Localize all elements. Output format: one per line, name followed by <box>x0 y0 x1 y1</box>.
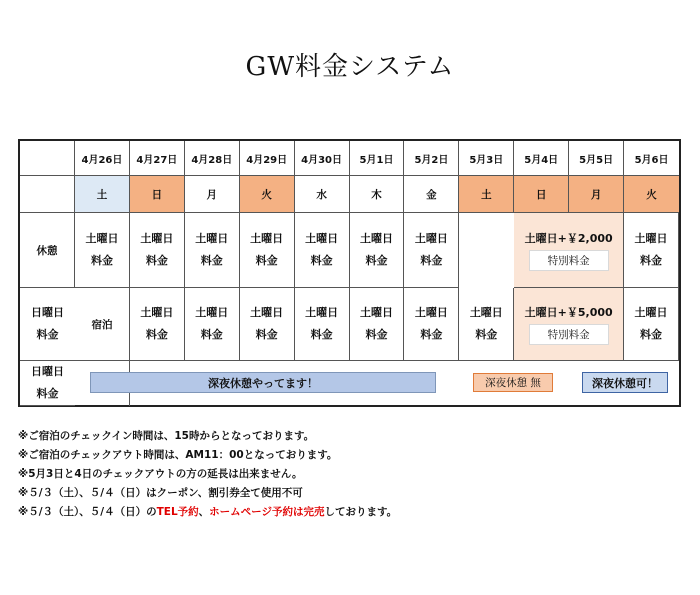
rate-cell: 土曜日 料金 <box>130 213 185 288</box>
date-cell: 4月29日 <box>240 141 295 176</box>
notes <box>18 427 397 522</box>
corner-cell <box>20 141 75 176</box>
weekday-corner-cell <box>20 176 75 213</box>
date-cell: 4月28日 <box>185 141 240 176</box>
rate-cell: 日曜日 料金 <box>20 288 75 361</box>
note-line: ※5月3日と4日のチェックアウトの方の延長は出来ません。 <box>18 468 303 480</box>
alert-text: ホームページ予約は完売 <box>209 506 325 518</box>
rate-cell: 土曜日 料金 <box>185 213 240 288</box>
late-night-available-banner: 深夜休憩やってます！ <box>90 372 436 393</box>
page-title: GW料金システム <box>245 52 455 82</box>
special-price: 土曜日+￥2,000 <box>524 231 613 245</box>
date-cell: 4月30日 <box>295 141 350 176</box>
row-label-stay: 宿泊 <box>75 288 130 361</box>
rate-cell: 土曜日 料金 <box>459 288 514 361</box>
special-tag: 特別料金 <box>529 324 609 345</box>
rate-cell: 土曜日 料金 <box>350 288 405 361</box>
late-night-ok-badge: 深夜休憩可！ <box>582 372 668 393</box>
late-night-none-badge: 深夜休憩 無 <box>473 373 553 392</box>
weekday-cell: 日 <box>514 176 569 213</box>
rate-cell: 土曜日 料金 <box>295 213 350 288</box>
note-line: ※ご宿泊のチェックアウト時間は、AM11：00となっております。 <box>18 449 338 461</box>
alert-text: TEL予約 <box>156 506 199 518</box>
note-line: ※ご宿泊のチェックイン時間は、15時からとなっております。 <box>18 430 315 442</box>
weekday-cell: 月 <box>185 176 240 213</box>
weekday-cell: 火 <box>624 176 679 213</box>
rate-table <box>18 139 681 407</box>
row-label-rest: 休憩 <box>20 213 75 288</box>
date-cell: 4月26日 <box>75 141 130 176</box>
date-cell: 5月3日 <box>459 141 514 176</box>
date-cell: 5月4日 <box>514 141 569 176</box>
rate-cell: 土曜日 料金 <box>130 288 185 361</box>
date-cell: 5月5日 <box>569 141 624 176</box>
weekday-cell: 日 <box>130 176 185 213</box>
note-line: ※５/３（土）、５/４（日）はクーポン、割引券全て使用不可 <box>18 487 303 499</box>
rate-cell: 土曜日 料金 <box>240 288 295 361</box>
rate-cell: 土曜日 料金 <box>404 213 459 288</box>
weekday-cell: 土 <box>75 176 130 213</box>
weekday-cell: 火 <box>240 176 295 213</box>
rate-cell: 日曜日 料金 <box>20 361 75 406</box>
date-cell: 4月27日 <box>130 141 185 176</box>
special-price: 土曜日+￥5,000 <box>524 305 613 319</box>
note-line: ※５/３（土）、５/４（日）のTEL予約、ホームページ予約は完売しております。 <box>18 506 398 518</box>
weekday-cell: 水 <box>295 176 350 213</box>
rate-cell: 土曜日 料金 <box>624 288 679 361</box>
rate-cell: 土曜日 料金 <box>295 288 350 361</box>
rate-cell: 土曜日 料金 <box>624 213 679 288</box>
rate-cell: 土曜日 料金 <box>240 213 295 288</box>
date-cell: 5月2日 <box>404 141 459 176</box>
rate-cell: 土曜日 料金 <box>350 213 405 288</box>
weekday-cell: 金 <box>404 176 459 213</box>
special-tag: 特別料金 <box>529 250 609 271</box>
date-cell: 5月6日 <box>624 141 679 176</box>
special-rate-cell-stay <box>514 288 624 361</box>
weekday-cell: 土 <box>459 176 514 213</box>
weekday-cell: 木 <box>350 176 405 213</box>
weekday-cell: 月 <box>569 176 624 213</box>
rate-cell: 土曜日 料金 <box>75 213 130 288</box>
rate-cell: 土曜日 料金 <box>404 288 459 361</box>
rate-cell: 土曜日 料金 <box>185 288 240 361</box>
date-cell: 5月1日 <box>350 141 405 176</box>
special-rate-cell-rest <box>514 213 624 288</box>
